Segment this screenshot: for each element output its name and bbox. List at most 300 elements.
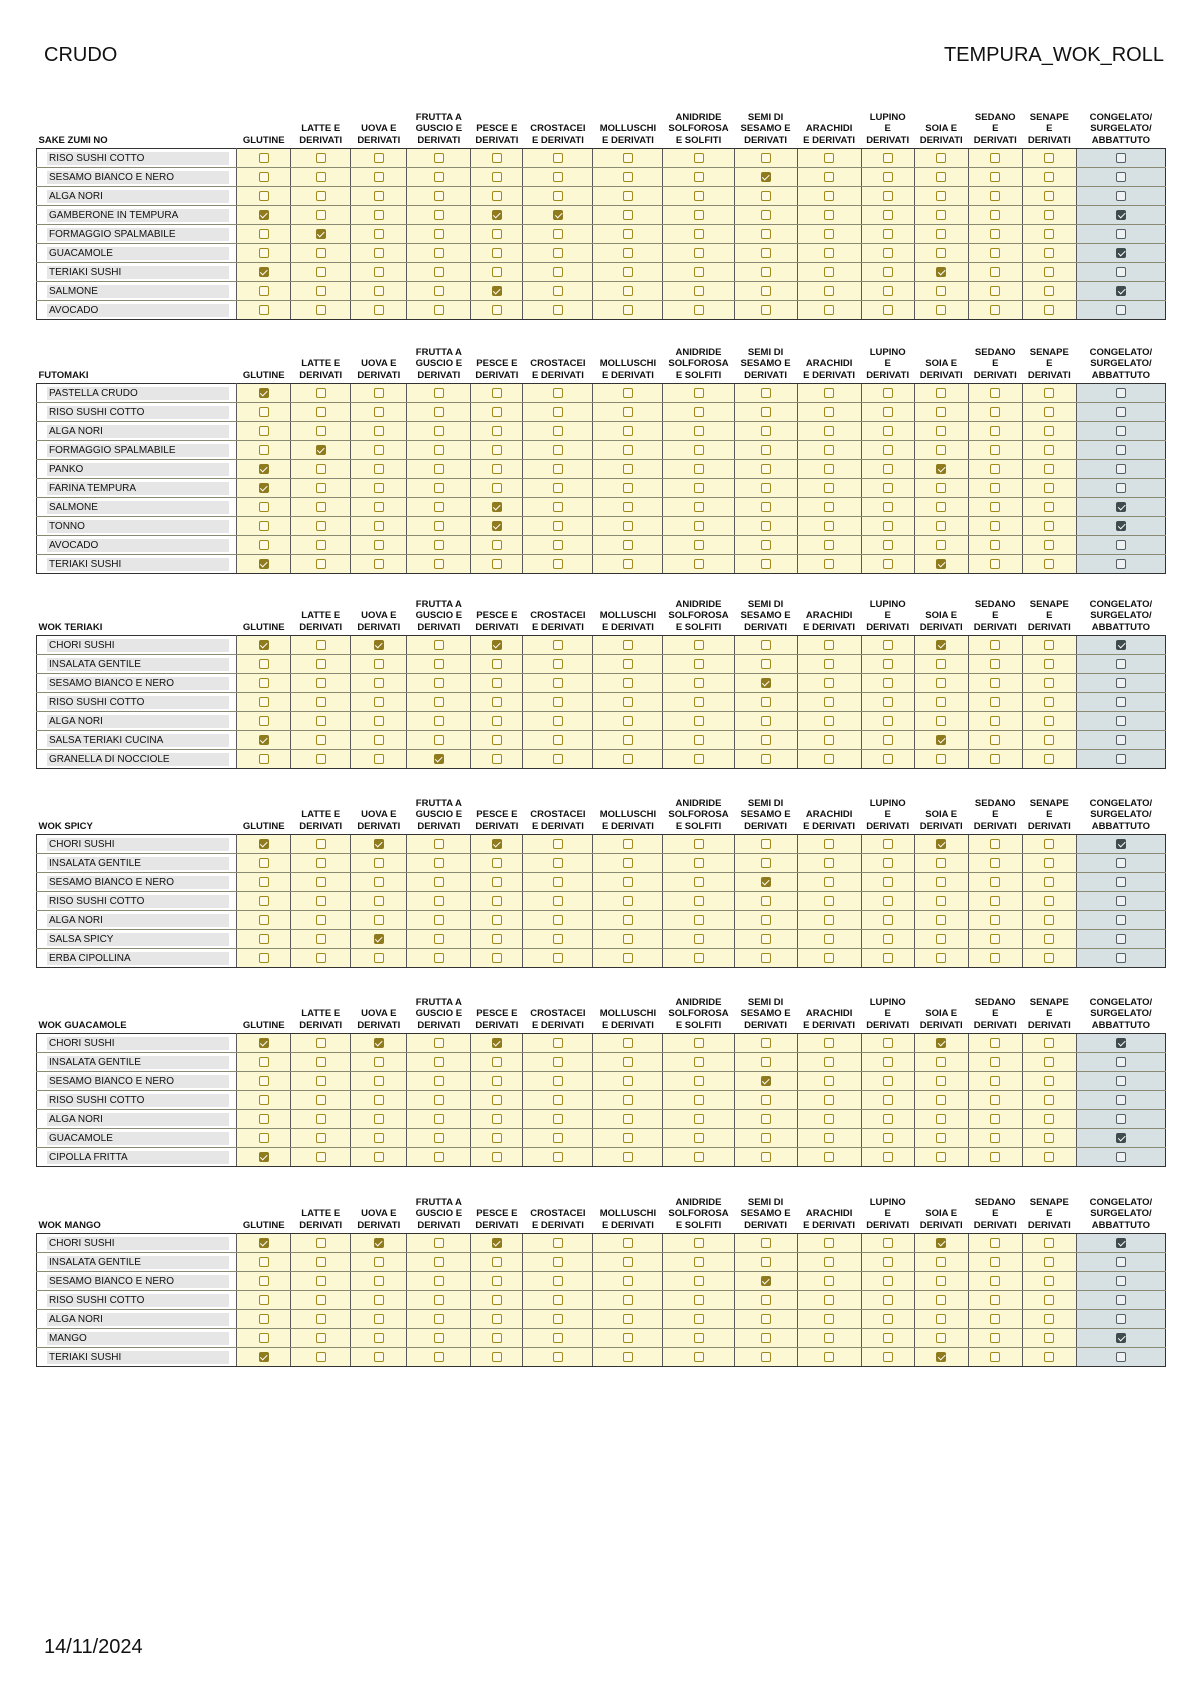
unchecked-checkbox-icon[interactable]: [824, 877, 834, 887]
unchecked-checkbox-icon[interactable]: [553, 1257, 563, 1267]
unchecked-checkbox-icon[interactable]: [936, 210, 946, 220]
unchecked-checkbox-icon[interactable]: [990, 191, 1000, 201]
checked-checkbox-icon[interactable]: [761, 678, 771, 688]
unchecked-checkbox-icon[interactable]: [259, 659, 269, 669]
unchecked-checkbox-icon[interactable]: [990, 1152, 1000, 1162]
unchecked-checkbox-icon[interactable]: [883, 1133, 893, 1143]
unchecked-checkbox-icon[interactable]: [492, 1333, 502, 1343]
unchecked-checkbox-icon[interactable]: [434, 1057, 444, 1067]
unchecked-checkbox-icon[interactable]: [1044, 754, 1054, 764]
unchecked-checkbox-icon[interactable]: [492, 678, 502, 688]
unchecked-checkbox-icon[interactable]: [492, 229, 502, 239]
unchecked-checkbox-icon[interactable]: [824, 483, 834, 493]
unchecked-checkbox-icon[interactable]: [1044, 1114, 1054, 1124]
unchecked-checkbox-icon[interactable]: [824, 1276, 834, 1286]
unchecked-checkbox-icon[interactable]: [434, 521, 444, 531]
unchecked-checkbox-icon[interactable]: [316, 735, 326, 745]
unchecked-checkbox-icon[interactable]: [623, 445, 633, 455]
unchecked-checkbox-icon[interactable]: [824, 1057, 834, 1067]
unchecked-checkbox-icon[interactable]: [434, 1076, 444, 1086]
unchecked-checkbox-icon[interactable]: [434, 678, 444, 688]
unchecked-checkbox-icon[interactable]: [936, 934, 946, 944]
unchecked-checkbox-icon[interactable]: [492, 153, 502, 163]
unchecked-checkbox-icon[interactable]: [990, 248, 1000, 258]
checked-checkbox-icon[interactable]: [1116, 1333, 1126, 1343]
unchecked-checkbox-icon[interactable]: [434, 464, 444, 474]
unchecked-checkbox-icon[interactable]: [316, 915, 326, 925]
unchecked-checkbox-icon[interactable]: [1044, 502, 1054, 512]
unchecked-checkbox-icon[interactable]: [694, 1038, 704, 1048]
unchecked-checkbox-icon[interactable]: [259, 678, 269, 688]
unchecked-checkbox-icon[interactable]: [936, 915, 946, 925]
unchecked-checkbox-icon[interactable]: [623, 502, 633, 512]
unchecked-checkbox-icon[interactable]: [492, 858, 502, 868]
unchecked-checkbox-icon[interactable]: [374, 426, 384, 436]
unchecked-checkbox-icon[interactable]: [434, 305, 444, 315]
unchecked-checkbox-icon[interactable]: [824, 659, 834, 669]
unchecked-checkbox-icon[interactable]: [990, 540, 1000, 550]
unchecked-checkbox-icon[interactable]: [824, 191, 834, 201]
unchecked-checkbox-icon[interactable]: [259, 540, 269, 550]
checked-checkbox-icon[interactable]: [492, 640, 502, 650]
unchecked-checkbox-icon[interactable]: [694, 388, 704, 398]
unchecked-checkbox-icon[interactable]: [990, 426, 1000, 436]
unchecked-checkbox-icon[interactable]: [761, 934, 771, 944]
unchecked-checkbox-icon[interactable]: [553, 426, 563, 436]
unchecked-checkbox-icon[interactable]: [990, 464, 1000, 474]
unchecked-checkbox-icon[interactable]: [316, 678, 326, 688]
unchecked-checkbox-icon[interactable]: [824, 1076, 834, 1086]
unchecked-checkbox-icon[interactable]: [761, 153, 771, 163]
unchecked-checkbox-icon[interactable]: [623, 153, 633, 163]
unchecked-checkbox-icon[interactable]: [374, 286, 384, 296]
unchecked-checkbox-icon[interactable]: [883, 502, 893, 512]
unchecked-checkbox-icon[interactable]: [1044, 877, 1054, 887]
unchecked-checkbox-icon[interactable]: [990, 678, 1000, 688]
unchecked-checkbox-icon[interactable]: [1116, 388, 1126, 398]
unchecked-checkbox-icon[interactable]: [936, 426, 946, 436]
unchecked-checkbox-icon[interactable]: [761, 1152, 771, 1162]
unchecked-checkbox-icon[interactable]: [553, 1114, 563, 1124]
unchecked-checkbox-icon[interactable]: [259, 915, 269, 925]
unchecked-checkbox-icon[interactable]: [936, 1152, 946, 1162]
unchecked-checkbox-icon[interactable]: [374, 1133, 384, 1143]
unchecked-checkbox-icon[interactable]: [1044, 896, 1054, 906]
unchecked-checkbox-icon[interactable]: [883, 559, 893, 569]
unchecked-checkbox-icon[interactable]: [990, 1038, 1000, 1048]
unchecked-checkbox-icon[interactable]: [1044, 210, 1054, 220]
unchecked-checkbox-icon[interactable]: [434, 540, 444, 550]
unchecked-checkbox-icon[interactable]: [936, 1276, 946, 1286]
unchecked-checkbox-icon[interactable]: [259, 286, 269, 296]
unchecked-checkbox-icon[interactable]: [553, 716, 563, 726]
unchecked-checkbox-icon[interactable]: [990, 1133, 1000, 1143]
unchecked-checkbox-icon[interactable]: [824, 1152, 834, 1162]
unchecked-checkbox-icon[interactable]: [492, 1257, 502, 1267]
unchecked-checkbox-icon[interactable]: [259, 1257, 269, 1267]
unchecked-checkbox-icon[interactable]: [824, 153, 834, 163]
unchecked-checkbox-icon[interactable]: [824, 697, 834, 707]
unchecked-checkbox-icon[interactable]: [374, 953, 384, 963]
unchecked-checkbox-icon[interactable]: [936, 229, 946, 239]
unchecked-checkbox-icon[interactable]: [259, 153, 269, 163]
unchecked-checkbox-icon[interactable]: [492, 915, 502, 925]
unchecked-checkbox-icon[interactable]: [374, 858, 384, 868]
unchecked-checkbox-icon[interactable]: [316, 1333, 326, 1343]
unchecked-checkbox-icon[interactable]: [1116, 483, 1126, 493]
unchecked-checkbox-icon[interactable]: [316, 191, 326, 201]
unchecked-checkbox-icon[interactable]: [883, 191, 893, 201]
unchecked-checkbox-icon[interactable]: [553, 1152, 563, 1162]
checked-checkbox-icon[interactable]: [259, 267, 269, 277]
unchecked-checkbox-icon[interactable]: [434, 839, 444, 849]
unchecked-checkbox-icon[interactable]: [990, 697, 1000, 707]
unchecked-checkbox-icon[interactable]: [694, 896, 704, 906]
unchecked-checkbox-icon[interactable]: [694, 305, 704, 315]
unchecked-checkbox-icon[interactable]: [824, 839, 834, 849]
unchecked-checkbox-icon[interactable]: [694, 248, 704, 258]
unchecked-checkbox-icon[interactable]: [553, 697, 563, 707]
unchecked-checkbox-icon[interactable]: [824, 1257, 834, 1267]
unchecked-checkbox-icon[interactable]: [492, 267, 502, 277]
unchecked-checkbox-icon[interactable]: [492, 540, 502, 550]
unchecked-checkbox-icon[interactable]: [1044, 735, 1054, 745]
unchecked-checkbox-icon[interactable]: [434, 1095, 444, 1105]
unchecked-checkbox-icon[interactable]: [936, 659, 946, 669]
unchecked-checkbox-icon[interactable]: [553, 388, 563, 398]
unchecked-checkbox-icon[interactable]: [316, 464, 326, 474]
unchecked-checkbox-icon[interactable]: [623, 659, 633, 669]
unchecked-checkbox-icon[interactable]: [492, 953, 502, 963]
unchecked-checkbox-icon[interactable]: [990, 877, 1000, 887]
checked-checkbox-icon[interactable]: [259, 735, 269, 745]
unchecked-checkbox-icon[interactable]: [623, 1333, 633, 1343]
unchecked-checkbox-icon[interactable]: [553, 1076, 563, 1086]
unchecked-checkbox-icon[interactable]: [623, 640, 633, 650]
unchecked-checkbox-icon[interactable]: [1044, 1352, 1054, 1362]
unchecked-checkbox-icon[interactable]: [990, 1314, 1000, 1324]
unchecked-checkbox-icon[interactable]: [883, 1057, 893, 1067]
unchecked-checkbox-icon[interactable]: [623, 426, 633, 436]
unchecked-checkbox-icon[interactable]: [990, 1114, 1000, 1124]
unchecked-checkbox-icon[interactable]: [883, 445, 893, 455]
unchecked-checkbox-icon[interactable]: [824, 521, 834, 531]
unchecked-checkbox-icon[interactable]: [259, 877, 269, 887]
unchecked-checkbox-icon[interactable]: [374, 1352, 384, 1362]
unchecked-checkbox-icon[interactable]: [259, 521, 269, 531]
unchecked-checkbox-icon[interactable]: [1044, 1152, 1054, 1162]
unchecked-checkbox-icon[interactable]: [623, 267, 633, 277]
unchecked-checkbox-icon[interactable]: [883, 153, 893, 163]
unchecked-checkbox-icon[interactable]: [316, 1038, 326, 1048]
unchecked-checkbox-icon[interactable]: [623, 559, 633, 569]
unchecked-checkbox-icon[interactable]: [694, 640, 704, 650]
checked-checkbox-icon[interactable]: [492, 286, 502, 296]
unchecked-checkbox-icon[interactable]: [259, 407, 269, 417]
unchecked-checkbox-icon[interactable]: [761, 915, 771, 925]
unchecked-checkbox-icon[interactable]: [553, 1352, 563, 1362]
unchecked-checkbox-icon[interactable]: [553, 267, 563, 277]
unchecked-checkbox-icon[interactable]: [761, 1352, 771, 1362]
unchecked-checkbox-icon[interactable]: [761, 858, 771, 868]
unchecked-checkbox-icon[interactable]: [623, 229, 633, 239]
unchecked-checkbox-icon[interactable]: [623, 210, 633, 220]
unchecked-checkbox-icon[interactable]: [1116, 267, 1126, 277]
unchecked-checkbox-icon[interactable]: [761, 953, 771, 963]
unchecked-checkbox-icon[interactable]: [553, 858, 563, 868]
unchecked-checkbox-icon[interactable]: [761, 267, 771, 277]
checked-checkbox-icon[interactable]: [1116, 1133, 1126, 1143]
unchecked-checkbox-icon[interactable]: [374, 172, 384, 182]
unchecked-checkbox-icon[interactable]: [553, 483, 563, 493]
unchecked-checkbox-icon[interactable]: [434, 1238, 444, 1248]
unchecked-checkbox-icon[interactable]: [883, 896, 893, 906]
unchecked-checkbox-icon[interactable]: [761, 388, 771, 398]
unchecked-checkbox-icon[interactable]: [259, 754, 269, 764]
checked-checkbox-icon[interactable]: [1116, 521, 1126, 531]
unchecked-checkbox-icon[interactable]: [623, 1057, 633, 1067]
unchecked-checkbox-icon[interactable]: [374, 210, 384, 220]
unchecked-checkbox-icon[interactable]: [1044, 1133, 1054, 1143]
unchecked-checkbox-icon[interactable]: [553, 839, 563, 849]
unchecked-checkbox-icon[interactable]: [936, 1057, 946, 1067]
unchecked-checkbox-icon[interactable]: [883, 659, 893, 669]
unchecked-checkbox-icon[interactable]: [623, 1095, 633, 1105]
unchecked-checkbox-icon[interactable]: [694, 1133, 704, 1143]
unchecked-checkbox-icon[interactable]: [1116, 735, 1126, 745]
unchecked-checkbox-icon[interactable]: [883, 640, 893, 650]
checked-checkbox-icon[interactable]: [936, 267, 946, 277]
unchecked-checkbox-icon[interactable]: [694, 191, 704, 201]
unchecked-checkbox-icon[interactable]: [1116, 540, 1126, 550]
unchecked-checkbox-icon[interactable]: [374, 697, 384, 707]
unchecked-checkbox-icon[interactable]: [1044, 697, 1054, 707]
unchecked-checkbox-icon[interactable]: [1044, 934, 1054, 944]
unchecked-checkbox-icon[interactable]: [824, 248, 834, 258]
unchecked-checkbox-icon[interactable]: [623, 697, 633, 707]
checked-checkbox-icon[interactable]: [492, 521, 502, 531]
unchecked-checkbox-icon[interactable]: [259, 426, 269, 436]
unchecked-checkbox-icon[interactable]: [492, 1076, 502, 1086]
unchecked-checkbox-icon[interactable]: [1116, 659, 1126, 669]
unchecked-checkbox-icon[interactable]: [623, 754, 633, 764]
unchecked-checkbox-icon[interactable]: [694, 483, 704, 493]
unchecked-checkbox-icon[interactable]: [936, 896, 946, 906]
unchecked-checkbox-icon[interactable]: [553, 953, 563, 963]
unchecked-checkbox-icon[interactable]: [824, 953, 834, 963]
unchecked-checkbox-icon[interactable]: [316, 407, 326, 417]
unchecked-checkbox-icon[interactable]: [1044, 1095, 1054, 1105]
unchecked-checkbox-icon[interactable]: [824, 1352, 834, 1362]
unchecked-checkbox-icon[interactable]: [883, 877, 893, 887]
unchecked-checkbox-icon[interactable]: [694, 1057, 704, 1067]
unchecked-checkbox-icon[interactable]: [694, 559, 704, 569]
unchecked-checkbox-icon[interactable]: [694, 716, 704, 726]
unchecked-checkbox-icon[interactable]: [1116, 1095, 1126, 1105]
checked-checkbox-icon[interactable]: [374, 934, 384, 944]
unchecked-checkbox-icon[interactable]: [936, 483, 946, 493]
unchecked-checkbox-icon[interactable]: [1044, 464, 1054, 474]
unchecked-checkbox-icon[interactable]: [1116, 1114, 1126, 1124]
unchecked-checkbox-icon[interactable]: [1044, 1038, 1054, 1048]
unchecked-checkbox-icon[interactable]: [1044, 191, 1054, 201]
unchecked-checkbox-icon[interactable]: [824, 407, 834, 417]
unchecked-checkbox-icon[interactable]: [1044, 640, 1054, 650]
unchecked-checkbox-icon[interactable]: [259, 1276, 269, 1286]
unchecked-checkbox-icon[interactable]: [694, 426, 704, 436]
unchecked-checkbox-icon[interactable]: [824, 1038, 834, 1048]
unchecked-checkbox-icon[interactable]: [824, 934, 834, 944]
checked-checkbox-icon[interactable]: [1116, 1038, 1126, 1048]
unchecked-checkbox-icon[interactable]: [553, 1295, 563, 1305]
unchecked-checkbox-icon[interactable]: [623, 388, 633, 398]
unchecked-checkbox-icon[interactable]: [883, 305, 893, 315]
unchecked-checkbox-icon[interactable]: [1116, 191, 1126, 201]
unchecked-checkbox-icon[interactable]: [936, 1314, 946, 1324]
checked-checkbox-icon[interactable]: [492, 210, 502, 220]
unchecked-checkbox-icon[interactable]: [1116, 1152, 1126, 1162]
unchecked-checkbox-icon[interactable]: [990, 286, 1000, 296]
unchecked-checkbox-icon[interactable]: [434, 697, 444, 707]
unchecked-checkbox-icon[interactable]: [1116, 697, 1126, 707]
unchecked-checkbox-icon[interactable]: [761, 839, 771, 849]
unchecked-checkbox-icon[interactable]: [374, 1095, 384, 1105]
unchecked-checkbox-icon[interactable]: [1044, 153, 1054, 163]
unchecked-checkbox-icon[interactable]: [316, 248, 326, 258]
unchecked-checkbox-icon[interactable]: [936, 678, 946, 688]
unchecked-checkbox-icon[interactable]: [883, 716, 893, 726]
unchecked-checkbox-icon[interactable]: [1044, 483, 1054, 493]
unchecked-checkbox-icon[interactable]: [761, 502, 771, 512]
unchecked-checkbox-icon[interactable]: [1044, 678, 1054, 688]
unchecked-checkbox-icon[interactable]: [553, 305, 563, 315]
unchecked-checkbox-icon[interactable]: [259, 953, 269, 963]
unchecked-checkbox-icon[interactable]: [990, 640, 1000, 650]
unchecked-checkbox-icon[interactable]: [374, 735, 384, 745]
unchecked-checkbox-icon[interactable]: [990, 754, 1000, 764]
unchecked-checkbox-icon[interactable]: [824, 388, 834, 398]
unchecked-checkbox-icon[interactable]: [492, 1352, 502, 1362]
unchecked-checkbox-icon[interactable]: [1116, 445, 1126, 455]
unchecked-checkbox-icon[interactable]: [434, 640, 444, 650]
unchecked-checkbox-icon[interactable]: [936, 754, 946, 764]
unchecked-checkbox-icon[interactable]: [936, 1295, 946, 1305]
unchecked-checkbox-icon[interactable]: [259, 858, 269, 868]
checked-checkbox-icon[interactable]: [316, 229, 326, 239]
checked-checkbox-icon[interactable]: [259, 559, 269, 569]
unchecked-checkbox-icon[interactable]: [623, 1352, 633, 1362]
unchecked-checkbox-icon[interactable]: [883, 1314, 893, 1324]
unchecked-checkbox-icon[interactable]: [824, 716, 834, 726]
unchecked-checkbox-icon[interactable]: [824, 1295, 834, 1305]
unchecked-checkbox-icon[interactable]: [1116, 1076, 1126, 1086]
checked-checkbox-icon[interactable]: [259, 464, 269, 474]
unchecked-checkbox-icon[interactable]: [434, 896, 444, 906]
unchecked-checkbox-icon[interactable]: [1044, 659, 1054, 669]
unchecked-checkbox-icon[interactable]: [990, 1333, 1000, 1343]
unchecked-checkbox-icon[interactable]: [990, 858, 1000, 868]
unchecked-checkbox-icon[interactable]: [553, 659, 563, 669]
unchecked-checkbox-icon[interactable]: [553, 445, 563, 455]
unchecked-checkbox-icon[interactable]: [492, 716, 502, 726]
unchecked-checkbox-icon[interactable]: [623, 877, 633, 887]
checked-checkbox-icon[interactable]: [553, 210, 563, 220]
unchecked-checkbox-icon[interactable]: [374, 1152, 384, 1162]
unchecked-checkbox-icon[interactable]: [492, 172, 502, 182]
unchecked-checkbox-icon[interactable]: [824, 305, 834, 315]
unchecked-checkbox-icon[interactable]: [1044, 521, 1054, 531]
unchecked-checkbox-icon[interactable]: [936, 388, 946, 398]
unchecked-checkbox-icon[interactable]: [374, 153, 384, 163]
unchecked-checkbox-icon[interactable]: [1116, 716, 1126, 726]
unchecked-checkbox-icon[interactable]: [492, 1276, 502, 1286]
unchecked-checkbox-icon[interactable]: [492, 483, 502, 493]
unchecked-checkbox-icon[interactable]: [434, 426, 444, 436]
unchecked-checkbox-icon[interactable]: [374, 896, 384, 906]
unchecked-checkbox-icon[interactable]: [761, 1238, 771, 1248]
unchecked-checkbox-icon[interactable]: [824, 735, 834, 745]
unchecked-checkbox-icon[interactable]: [824, 1114, 834, 1124]
checked-checkbox-icon[interactable]: [259, 640, 269, 650]
unchecked-checkbox-icon[interactable]: [316, 1352, 326, 1362]
unchecked-checkbox-icon[interactable]: [1044, 407, 1054, 417]
unchecked-checkbox-icon[interactable]: [492, 1095, 502, 1105]
unchecked-checkbox-icon[interactable]: [1116, 1314, 1126, 1324]
unchecked-checkbox-icon[interactable]: [492, 896, 502, 906]
unchecked-checkbox-icon[interactable]: [259, 1133, 269, 1143]
unchecked-checkbox-icon[interactable]: [1044, 248, 1054, 258]
unchecked-checkbox-icon[interactable]: [553, 1095, 563, 1105]
unchecked-checkbox-icon[interactable]: [936, 305, 946, 315]
checked-checkbox-icon[interactable]: [1116, 502, 1126, 512]
checked-checkbox-icon[interactable]: [936, 735, 946, 745]
unchecked-checkbox-icon[interactable]: [990, 934, 1000, 944]
unchecked-checkbox-icon[interactable]: [883, 953, 893, 963]
unchecked-checkbox-icon[interactable]: [883, 229, 893, 239]
unchecked-checkbox-icon[interactable]: [623, 858, 633, 868]
checked-checkbox-icon[interactable]: [761, 172, 771, 182]
unchecked-checkbox-icon[interactable]: [936, 1257, 946, 1267]
checked-checkbox-icon[interactable]: [316, 445, 326, 455]
unchecked-checkbox-icon[interactable]: [1116, 464, 1126, 474]
unchecked-checkbox-icon[interactable]: [316, 896, 326, 906]
unchecked-checkbox-icon[interactable]: [936, 540, 946, 550]
unchecked-checkbox-icon[interactable]: [936, 1095, 946, 1105]
unchecked-checkbox-icon[interactable]: [553, 1333, 563, 1343]
unchecked-checkbox-icon[interactable]: [990, 445, 1000, 455]
unchecked-checkbox-icon[interactable]: [936, 248, 946, 258]
checked-checkbox-icon[interactable]: [259, 388, 269, 398]
unchecked-checkbox-icon[interactable]: [553, 1038, 563, 1048]
unchecked-checkbox-icon[interactable]: [1044, 540, 1054, 550]
unchecked-checkbox-icon[interactable]: [553, 678, 563, 688]
unchecked-checkbox-icon[interactable]: [694, 210, 704, 220]
unchecked-checkbox-icon[interactable]: [374, 559, 384, 569]
unchecked-checkbox-icon[interactable]: [936, 1114, 946, 1124]
unchecked-checkbox-icon[interactable]: [316, 1152, 326, 1162]
unchecked-checkbox-icon[interactable]: [824, 858, 834, 868]
unchecked-checkbox-icon[interactable]: [374, 521, 384, 531]
unchecked-checkbox-icon[interactable]: [434, 483, 444, 493]
unchecked-checkbox-icon[interactable]: [374, 1295, 384, 1305]
unchecked-checkbox-icon[interactable]: [553, 153, 563, 163]
unchecked-checkbox-icon[interactable]: [259, 1114, 269, 1124]
unchecked-checkbox-icon[interactable]: [1044, 1257, 1054, 1267]
unchecked-checkbox-icon[interactable]: [761, 540, 771, 550]
unchecked-checkbox-icon[interactable]: [553, 191, 563, 201]
unchecked-checkbox-icon[interactable]: [316, 697, 326, 707]
unchecked-checkbox-icon[interactable]: [761, 426, 771, 436]
